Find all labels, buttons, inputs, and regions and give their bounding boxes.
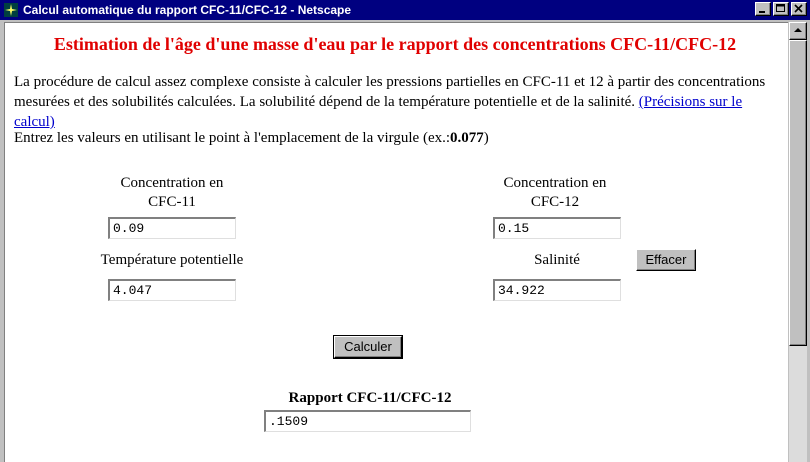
page-content bbox=[4, 22, 788, 462]
instruction-prefix: Entrez les valeurs en utilisant le point à l'emplacement de la virgule (ex.: bbox=[14, 130, 451, 146]
instruction-suffix: ) bbox=[483, 130, 489, 146]
salinity-label: Salinité bbox=[534, 252, 580, 268]
cfc12-label bbox=[475, 174, 635, 212]
cfc12-label-line1: Concentration en bbox=[503, 175, 607, 191]
temperature-label: Température potentielle bbox=[100, 252, 244, 268]
arrow-up-icon bbox=[794, 28, 802, 32]
cfc11-input[interactable]: 0.09 bbox=[108, 217, 236, 239]
cfc12-input[interactable]: 0.15 bbox=[493, 217, 621, 239]
cfc11-label-line2: CFC-11 bbox=[148, 194, 196, 210]
instruction-text bbox=[14, 130, 489, 147]
cfc11-label-line1: Concentration en bbox=[120, 175, 224, 191]
close-icon[interactable] bbox=[791, 2, 807, 16]
instruction-example: 0.077 bbox=[450, 130, 484, 146]
calculate-button[interactable]: Calculer bbox=[334, 336, 402, 358]
calculation-details-link[interactable]: (Précisions sur le calcul) bbox=[14, 94, 743, 130]
ratio-result-field[interactable]: .1509 bbox=[264, 410, 471, 432]
cfc11-label bbox=[92, 174, 252, 212]
clear-button[interactable]: Effacer bbox=[636, 249, 696, 271]
temperature-input[interactable]: 4.047 bbox=[108, 279, 236, 301]
cfc12-label-line2: CFC-12 bbox=[530, 194, 580, 210]
intro-paragraph bbox=[14, 72, 784, 132]
maximize-icon[interactable] bbox=[773, 2, 789, 16]
vertical-scrollbar[interactable] bbox=[789, 22, 807, 462]
scroll-up-button[interactable] bbox=[789, 22, 807, 40]
window-title: Calcul automatique du rapport CFC-11/CFC-12 - Netscape bbox=[23, 3, 352, 17]
title-bar[interactable] bbox=[0, 0, 810, 20]
scrollbar-thumb[interactable] bbox=[789, 40, 807, 346]
intro-text: La procédure de calcul assez complexe consiste à calculer les pressions partielles en CFC-11 et 12 à partir des concentrations mesurées et des solubilités calculées. La solubilité dépend de la température potentielle et de la salinité. bbox=[14, 74, 766, 110]
page-title: Estimation de l'âge d'une masse d'eau par le rapport des concentrations CFC-11/CFC-12 bbox=[53, 34, 737, 54]
salinity-input[interactable]: 34.922 bbox=[493, 279, 621, 301]
netscape-icon[interactable] bbox=[3, 2, 19, 18]
result-title: Rapport CFC-11/CFC-12 bbox=[288, 390, 452, 406]
minimize-icon[interactable] bbox=[755, 2, 771, 16]
